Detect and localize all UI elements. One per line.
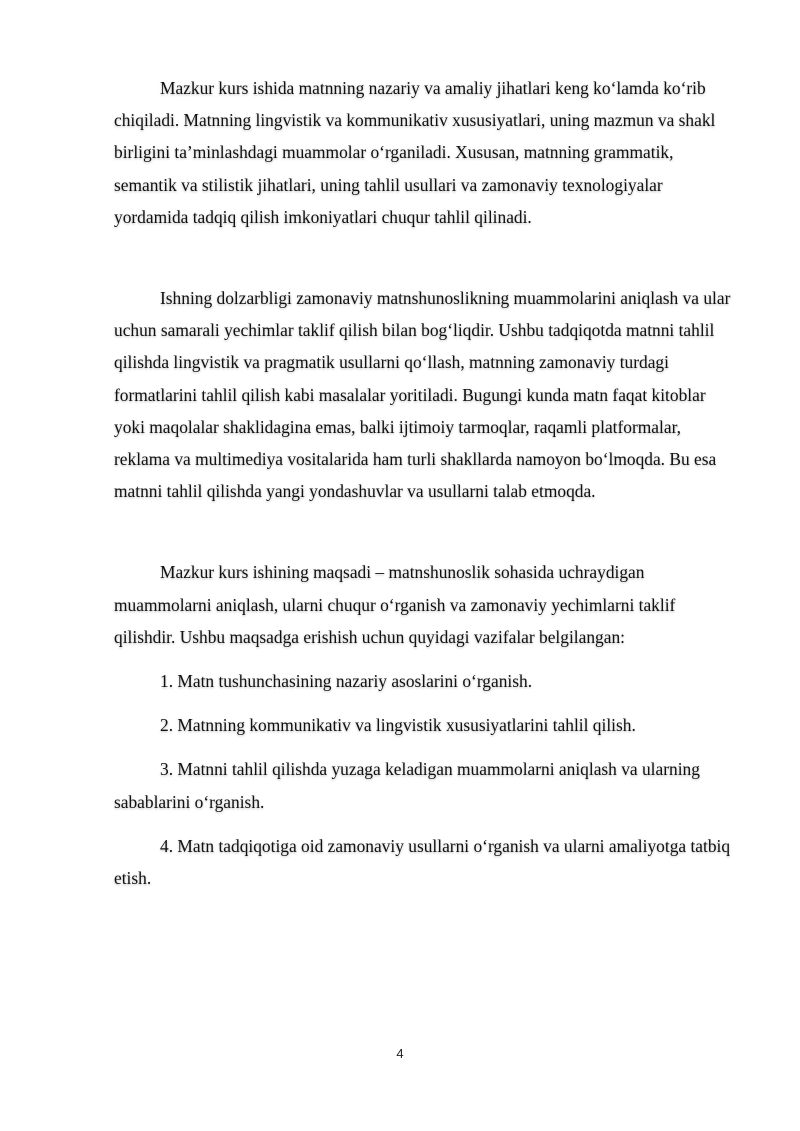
task-item-3: 3. Matnni tahlil qilishda yuzaga keladigan muammolarni aniqlash va ularning sabablarini o‘rganish. [114,759,700,812]
task-item-1: 1. Matn tushunchasining nazariy asoslarini o‘rganish. [160,671,533,692]
paragraph-intro: Mazkur kurs ishida matnning nazariy va amaliy jihatlari keng ko‘lamda ko‘rib chiqiladi. Matnning lingvistik va kommunikativ xususiyatlari, uning mazmun va shakl birligini ta’minlashdagi muammolar o‘rganiladi. Xususan, matnning grammatik, semantik va stilistik jihatlari, uning tahlil usullari va zamonaviy texnologiyalar yordamida tadqiq qilish imkoniyatlari chuqur tahlil qilinadi. [114,78,716,227]
page-body [114,72,734,894]
paragraph-relevance: Ishning dolzarbligi zamonaviy matnshunoslikning muammolarini aniqlash va ular uchun samarali yechimlar taklif qilish bilan bog‘liqdir. Ushbu tadqiqotda matnni tahlil qilishda lingvistik va pragmatik usullarni qo‘llash, matnning zamonaviy turdagi formatlarini tahlil qilish kabi masalalar yoritiladi. Bugungi kunda matn faqat kitoblar yoki maqolalar shaklidagina emas, balki ijtimoiy tarmoqlar, raqamli platformalar, reklama va multimediya vositalarida ham turli shakllarda namoyon bo‘lmoqda. Bu esa matnni tahlil qilishda yangi yondashuvlar va usullarni talab etmoqda. [114,288,731,502]
page-number: 4 [396,1046,404,1061]
paragraph-goal: Mazkur kurs ishining maqsadi – matnshunoslik sohasida uchraydigan muammolarni aniqlash, ularni chuqur o‘rganish va zamonaviy yechimlarni taklif qilishdir. Ushbu maqsadga erishish uchun quyidagi vazifalar belgilangan: [114,562,676,647]
task-item-2: 2. Matnning kommunikativ va lingvistik xususiyatlarini tahlil qilish. [160,715,636,736]
task-item-4: 4. Matn tadqiqotiga oid zamonaviy usullarni o‘rganish va ularni amaliyotga tatbiq etish. [114,835,731,889]
